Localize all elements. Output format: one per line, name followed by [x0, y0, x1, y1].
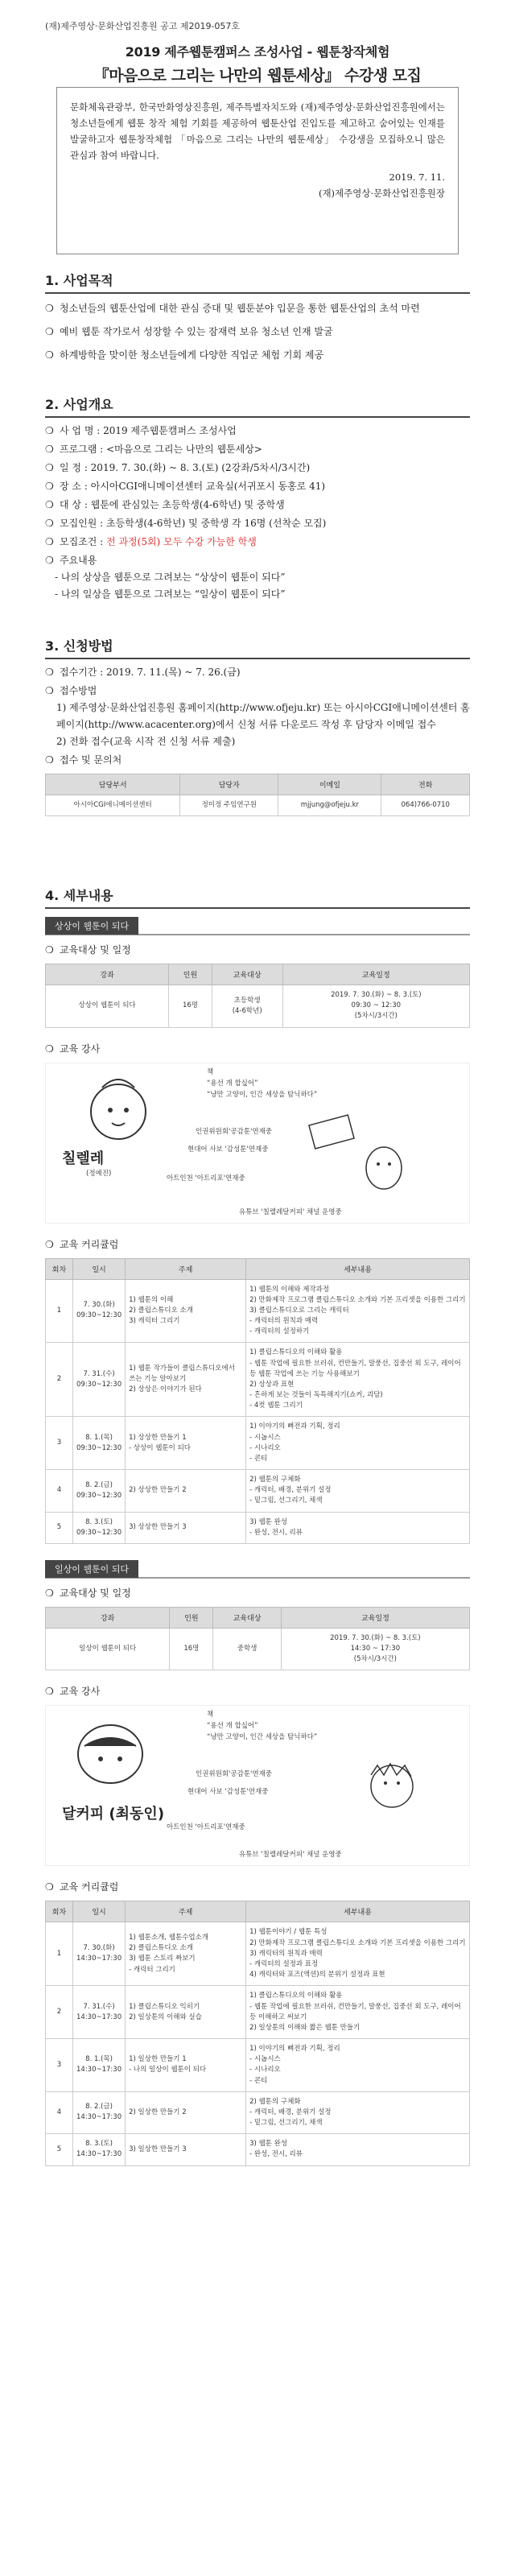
curri-topic: 1) 웹툰의 이해 2) 클립스튜디오 소개 3) 캐릭터 그리기 — [126, 1279, 246, 1343]
table-row — [46, 2091, 470, 2134]
instructor-note: “냥만 고양이, 인간 세상을 탐닉하다” — [207, 1733, 318, 1742]
sched-cell: 중학생 — [213, 1628, 281, 1670]
curri-session: 2 — [46, 1986, 73, 2039]
curri-session: 2 — [46, 1343, 73, 1417]
curri-topic: 1) 웹툰소개, 웹툰수업소개 2) 클립스튜디오 소개 3) 웹툰 스토리 짜보기 - 캐릭터 그리기 — [126, 1922, 246, 1986]
table-row — [46, 2039, 470, 2092]
contact-person: 정미정 주임연구원 — [180, 795, 278, 816]
sched-header: 교육일정 — [282, 964, 469, 985]
table-row — [46, 1986, 470, 2039]
section-heading: 1. 사업목적 — [45, 270, 470, 294]
curri-date: 8. 1.(목) 09:30~12:30 — [73, 1417, 126, 1470]
section-purpose — [45, 270, 470, 364]
curri-topic: 3) 일상한 만들기 3 — [126, 2134, 246, 2165]
overview-item: ❍ 일 정 : 2019. 7. 30.(화) ~ 8. 3.(토) (2강좌/5차시/3시간) — [45, 460, 470, 477]
curri-topic: 1) 클립스튜디오 익히기 2) 일상툰의 이해와 실습 — [126, 1986, 246, 2039]
instructor-note: 유튜브 '칠렐레달커피' 채널 운영중 — [239, 1851, 342, 1860]
curri-topic: 1) 상상한 만들기 1 - 상상이 웹툰이 되다 — [126, 1417, 246, 1470]
curri-header: 세부내용 — [246, 1258, 470, 1279]
curri-header: 회차 — [46, 1258, 73, 1279]
contact-header: 이메일 — [278, 774, 381, 795]
overview-item: ❍ 모집인원 : 초등학생(4-6학년) 및 중학생 각 16명 (선착순 모집) — [45, 515, 470, 532]
table-row — [46, 1417, 470, 1470]
instructor-note: “용선 개 합싶어” — [207, 1722, 258, 1731]
contact-label: ❍ 접수 및 문의처 — [45, 752, 470, 769]
instructor-note: 현대어 사보 '감성툰'연재중 — [187, 1788, 269, 1797]
curri-session: 5 — [46, 1512, 73, 1543]
table-row — [46, 1512, 470, 1543]
sched-header: 교육대상 — [213, 1607, 281, 1628]
section-heading: 2. 사업개요 — [45, 394, 470, 418]
course-target-label: ❍ 교육대상 및 일정 — [45, 942, 470, 959]
sched-cell: 상상이 웹툰이 되다 — [46, 985, 169, 1028]
curri-detail: 3) 웹툰 완성 - 완성, 전시, 리뷰 — [246, 1512, 470, 1543]
instructor-note: 인권위원회'공감툰'연재중 — [196, 1127, 272, 1136]
instructor-name: 칠렐레 — [62, 1150, 105, 1167]
section-heading: 3. 신청방법 — [45, 636, 470, 659]
application-method-label: ❍ 접수방법 — [45, 683, 470, 700]
curri-detail: 2) 웹툰의 구체화 - 캐릭터, 배경, 분위기 설정 - 밑그림, 선그리기, 채색 — [246, 2091, 470, 2134]
section-heading: 4. 세부내용 — [45, 886, 470, 909]
purpose-item: ❍ 하계방학을 맞이한 청소년들에게 다양한 직업군 체험 기회 제공 — [45, 347, 470, 364]
condition-label: 모집조건 : — [60, 536, 107, 547]
instructor-name: 달커피 (최동인) — [62, 1806, 165, 1823]
course-imagination — [45, 917, 470, 1544]
curriculum-label: ❍ 교육 커리큘럼 — [45, 1236, 470, 1253]
instructor-note: 아트인천 '아트리포'연재중 — [167, 1174, 245, 1183]
intro-org: (재)제주영상·문화산업진흥원장 — [318, 187, 445, 199]
instructor-note: “냥만 고양이, 인간 세상을 탐닉하다” — [207, 1090, 318, 1099]
contact-header: 전화 — [381, 774, 470, 795]
title-line-1: 2019 제주웹툰캠퍼스 조성사업 - 웹툰창작체험 — [125, 44, 390, 60]
section-application — [45, 636, 470, 816]
curri-date: 7. 31.(수) 09:30~12:30 — [73, 1343, 126, 1417]
curri-date: 8. 2.(금) 14:30~17:30 — [73, 2091, 126, 2134]
curriculum-table — [45, 1901, 470, 2165]
curri-header: 회차 — [46, 1901, 73, 1922]
curri-header: 세부내용 — [246, 1901, 470, 1922]
contact-phone: 064)766-0710 — [381, 795, 470, 816]
contact-dept: 아시아CGI애니메이션센터 — [46, 795, 180, 816]
recruit-condition — [45, 534, 470, 551]
table-row — [46, 1470, 470, 1513]
sched-header: 강좌 — [46, 1607, 170, 1628]
sched-cell: 초등학생 (4-6학년) — [212, 985, 282, 1028]
theme-item: - 나의 일상을 웹툰으로 그려보는 “일상이 웹툰이 되다” — [55, 588, 286, 600]
curri-detail: 2) 웹툰의 구체화 - 캐릭터, 배경, 분위기 설정 - 밑그림, 선그리기, 채색 — [246, 1470, 470, 1513]
sched-cell: 16명 — [169, 985, 212, 1028]
curri-date: 8. 3.(토) 14:30~17:30 — [73, 2134, 126, 2165]
instructor-note: 유튜브 '칠렐레달커피' 채널 운영중 — [239, 1208, 342, 1216]
curri-date: 7. 30.(화) 09:30~12:30 — [73, 1279, 126, 1343]
purpose-item: ❍ 예비 웹툰 작가로서 성장할 수 있는 잠재력 보유 청소년 인재 발굴 — [45, 324, 470, 341]
main-content-label: ❍ 주요내용 — [45, 552, 470, 569]
curri-date: 8. 1.(목) 14:30~17:30 — [73, 2039, 126, 2092]
intro-text: 문화체육관광부, 한국만화영상진흥원, 제주특별자치도와 (재)제주영상·문화산업진흥원에서는 청소년들에게 웹툰 창작 체험 기회를 제공하여 웹툰산업 진입도를 제고하고 숨어있는 인재를 발굴하고자 웹툰창작체험 「마음으로 그리는 나만의 웹툰세상」 수강생을 모집하오니 많은 관심과 참여 바랍니다. — [70, 101, 445, 162]
curri-topic: 3) 상상한 만들기 3 — [126, 1512, 246, 1543]
curri-session: 4 — [46, 2091, 73, 2134]
section-overview — [45, 394, 470, 603]
overview-item: ❍ 프로그램 : <마음으로 그리는 나만의 웹툰세상> — [45, 441, 470, 458]
curri-detail: 1) 이야기의 뼈전과 기획, 정리 - 시놉시스 - 시나리오 - 콘티 — [246, 1417, 470, 1470]
course-tag: 상상이 웹툰이 되다 — [45, 917, 138, 935]
curri-header: 일시 — [73, 1258, 126, 1279]
overview-item: ❍ 대 상 : 웹툰에 관심있는 초등학생(4-6학년) 및 중학생 — [45, 497, 470, 514]
instructor-note: 책 — [207, 1711, 214, 1719]
instructor-note: 아트인천 '아트리포'연재중 — [167, 1823, 245, 1832]
table-row — [46, 1922, 470, 1986]
curri-detail: 1) 클립스튜디오의 이해와 활용 - 웹툰 작업에 필요한 브러쉬, 컨만들기, 말풍선, 집중선 외 도구, 레이어 등 이해하고 써보기 2) 일상툰의 이해와 짧은 웹툰 만들기 — [246, 1986, 470, 2039]
sched-cell: 16명 — [170, 1628, 213, 1670]
curri-date: 8. 2.(금) 09:30~12:30 — [73, 1470, 126, 1513]
curri-detail: 1) 클립스튜디오의 이해와 활용 - 웹툰 작업에 필요한 브러쉬, 컨만들기, 말풍선, 집중선 외 도구, 레이어 등 웹툰 작업에 쓰는 기능 사용해보기 2) 상상과 표현 - 흔하게 보는 것들이 독특해지기(쇼커, 괴담) - 4컷 웹툰 그리기 — [246, 1343, 470, 1417]
application-period: ❍ 접수기간 : 2019. 7. 11.(목) ~ 7. 26.(금) — [45, 664, 470, 681]
contact-header: 담당자 — [180, 774, 278, 795]
intro-box — [56, 87, 459, 254]
curri-detail: 1) 웹툰이야기 / 웹툰 특성 2) 만화제작 프로그램 클립스튜디오 소개와 기본 프리셋을 이용한 그리기 3) 캐릭터의 원칙과 매력 - 캐릭터의 설정과 표정 4) 캐릭터와 포즈(액션)의 분위기 설정과 표현 — [246, 1922, 470, 1986]
condition-highlight: 전 과정(5회) 모두 수강 가능한 학생 — [106, 536, 257, 547]
sched-header: 강좌 — [46, 964, 169, 985]
curri-topic: 2) 일상한 만들기 2 — [126, 2091, 246, 2134]
contact-email[interactable]: mjjung@ofjeju.kr — [278, 795, 381, 816]
course-schedule-table — [45, 964, 470, 1028]
title-line-2: 『마음으로 그리는 나만의 웹툰세상』 수강생 모집 — [93, 67, 422, 85]
overview-item: ❍ 장 소 : 아시아CGI애니메이션센터 교육실(서귀포시 동홍로 41) — [45, 478, 470, 495]
curri-date: 8. 3.(토) 09:30~12:30 — [73, 1512, 126, 1543]
document-number: (재)제주영상·문화산업진흥원 공고 제2019-057호 — [45, 21, 241, 31]
overview-item: ❍ 사 업 명 : 2019 제주웹툰캠퍼스 조성사업 — [45, 423, 470, 440]
curri-session: 5 — [46, 2134, 73, 2165]
instructor-note: “용선 개 합싶어” — [207, 1079, 258, 1088]
curri-detail: 3) 웹툰 완성 - 완성, 전시, 리뷰 — [246, 2134, 470, 2165]
instructor-realname: (정예진) — [86, 1169, 112, 1178]
course-target-label: ❍ 교육대상 및 일정 — [45, 1585, 470, 1602]
sched-cell: 일상이 웹툰이 되다 — [46, 1628, 170, 1670]
curriculum-table — [45, 1258, 470, 1544]
curri-session: 3 — [46, 1417, 73, 1470]
table-row — [46, 2134, 470, 2165]
section-details — [45, 886, 470, 2166]
curri-date: 7. 30.(화) 14:30~17:30 — [73, 1922, 126, 1986]
course-schedule-table — [45, 1607, 470, 1671]
instructor-note: 현대어 사보 '감성툰'연재중 — [187, 1145, 269, 1154]
sched-header: 인원 — [170, 1607, 213, 1628]
sched-header: 교육대상 — [212, 964, 282, 985]
intro-date: 2019. 7. 11. — [389, 171, 445, 183]
instructor-label: ❍ 교육 강사 — [45, 1683, 470, 1700]
title-block — [45, 42, 470, 85]
sched-cell: 2019. 7. 30.(화) ~ 8. 3.(토) 09:30 ~ 12:30 (5차시/3시간) — [282, 985, 469, 1028]
contact-table — [45, 774, 470, 816]
curri-header: 일시 — [73, 1901, 126, 1922]
curri-session: 1 — [46, 1922, 73, 1986]
curri-topic: 1) 웹툰 작가들이 클립스튜디오에서 쓰는 기능 알아보기 2) 상상은 이야기가 된다 — [126, 1343, 246, 1417]
table-row — [46, 1343, 470, 1417]
curri-session: 4 — [46, 1470, 73, 1513]
table-row — [46, 1279, 470, 1343]
instructor-note: 책 — [207, 1067, 214, 1076]
curri-topic: 1) 일상한 만들기 1 - 나의 일상이 웹툰이 되다 — [126, 2039, 246, 2092]
purpose-item: ❍ 청소년들의 웹툰산업에 대한 관심 증대 및 웹툰분야 입문을 통한 웹툰산업의 초석 마련 — [45, 300, 470, 317]
course-tag: 일상이 웹툰이 되다 — [45, 1560, 138, 1578]
sched-cell: 2019. 7. 30.(화) ~ 8. 3.(토) 14:30 ~ 17:30 (5차시/3시간) — [281, 1628, 469, 1670]
sched-header: 인원 — [169, 964, 212, 985]
curri-header: 주제 — [126, 1901, 246, 1922]
sched-header: 교육일정 — [281, 1607, 469, 1628]
course-daily-life — [45, 1560, 470, 2166]
curri-session: 1 — [46, 1279, 73, 1343]
application-method-1: 1) 제주영상·문화산업진흥원 홈페이지(http://www.ofjeju.kr) 또는 아시아CGI애니메이션센터 홈페이지(http://www.acacenter.org)에서 신청 서류 다운로드 작성 후 담당자 이메일 접수 — [56, 702, 470, 730]
application-method-2: 2) 전화 접수(교육 시작 전 신청 서류 제출) — [56, 736, 236, 747]
curri-date: 7. 31.(수) 14:30~17:30 — [73, 1986, 126, 2039]
curri-topic: 2) 상상한 만들기 2 — [126, 1470, 246, 1513]
curri-detail: 1) 이야기의 뼈전과 기획, 정리 - 시놉시스 - 시나리오 - 콘티 — [246, 2039, 470, 2092]
curri-header: 주제 — [126, 1258, 246, 1279]
curriculum-label: ❍ 교육 커리큘럼 — [45, 1879, 470, 1896]
theme-item: - 나의 상상을 웹툰으로 그려보는 “상상이 웹툰이 되다” — [55, 572, 286, 583]
instructor-panel-1 — [45, 1063, 470, 1224]
contact-header: 담당부서 — [46, 774, 180, 795]
curri-session: 3 — [46, 2039, 73, 2092]
instructor-panel-2 — [45, 1705, 470, 1866]
curri-detail: 1) 웹툰의 이해와 제작과정 2) 만화제작 프로그램 클립스튜디오 소개와 기본 프리셋을 이용한 그리기 3) 클립스튜디오로 그리는 캐릭터 - 캐릭터의 원칙과 매력 - 캐릭터의 설정하기 — [246, 1279, 470, 1343]
instructor-label: ❍ 교육 강사 — [45, 1041, 470, 1058]
instructor-note: 인권위원회'공감툰'연재중 — [196, 1770, 272, 1779]
